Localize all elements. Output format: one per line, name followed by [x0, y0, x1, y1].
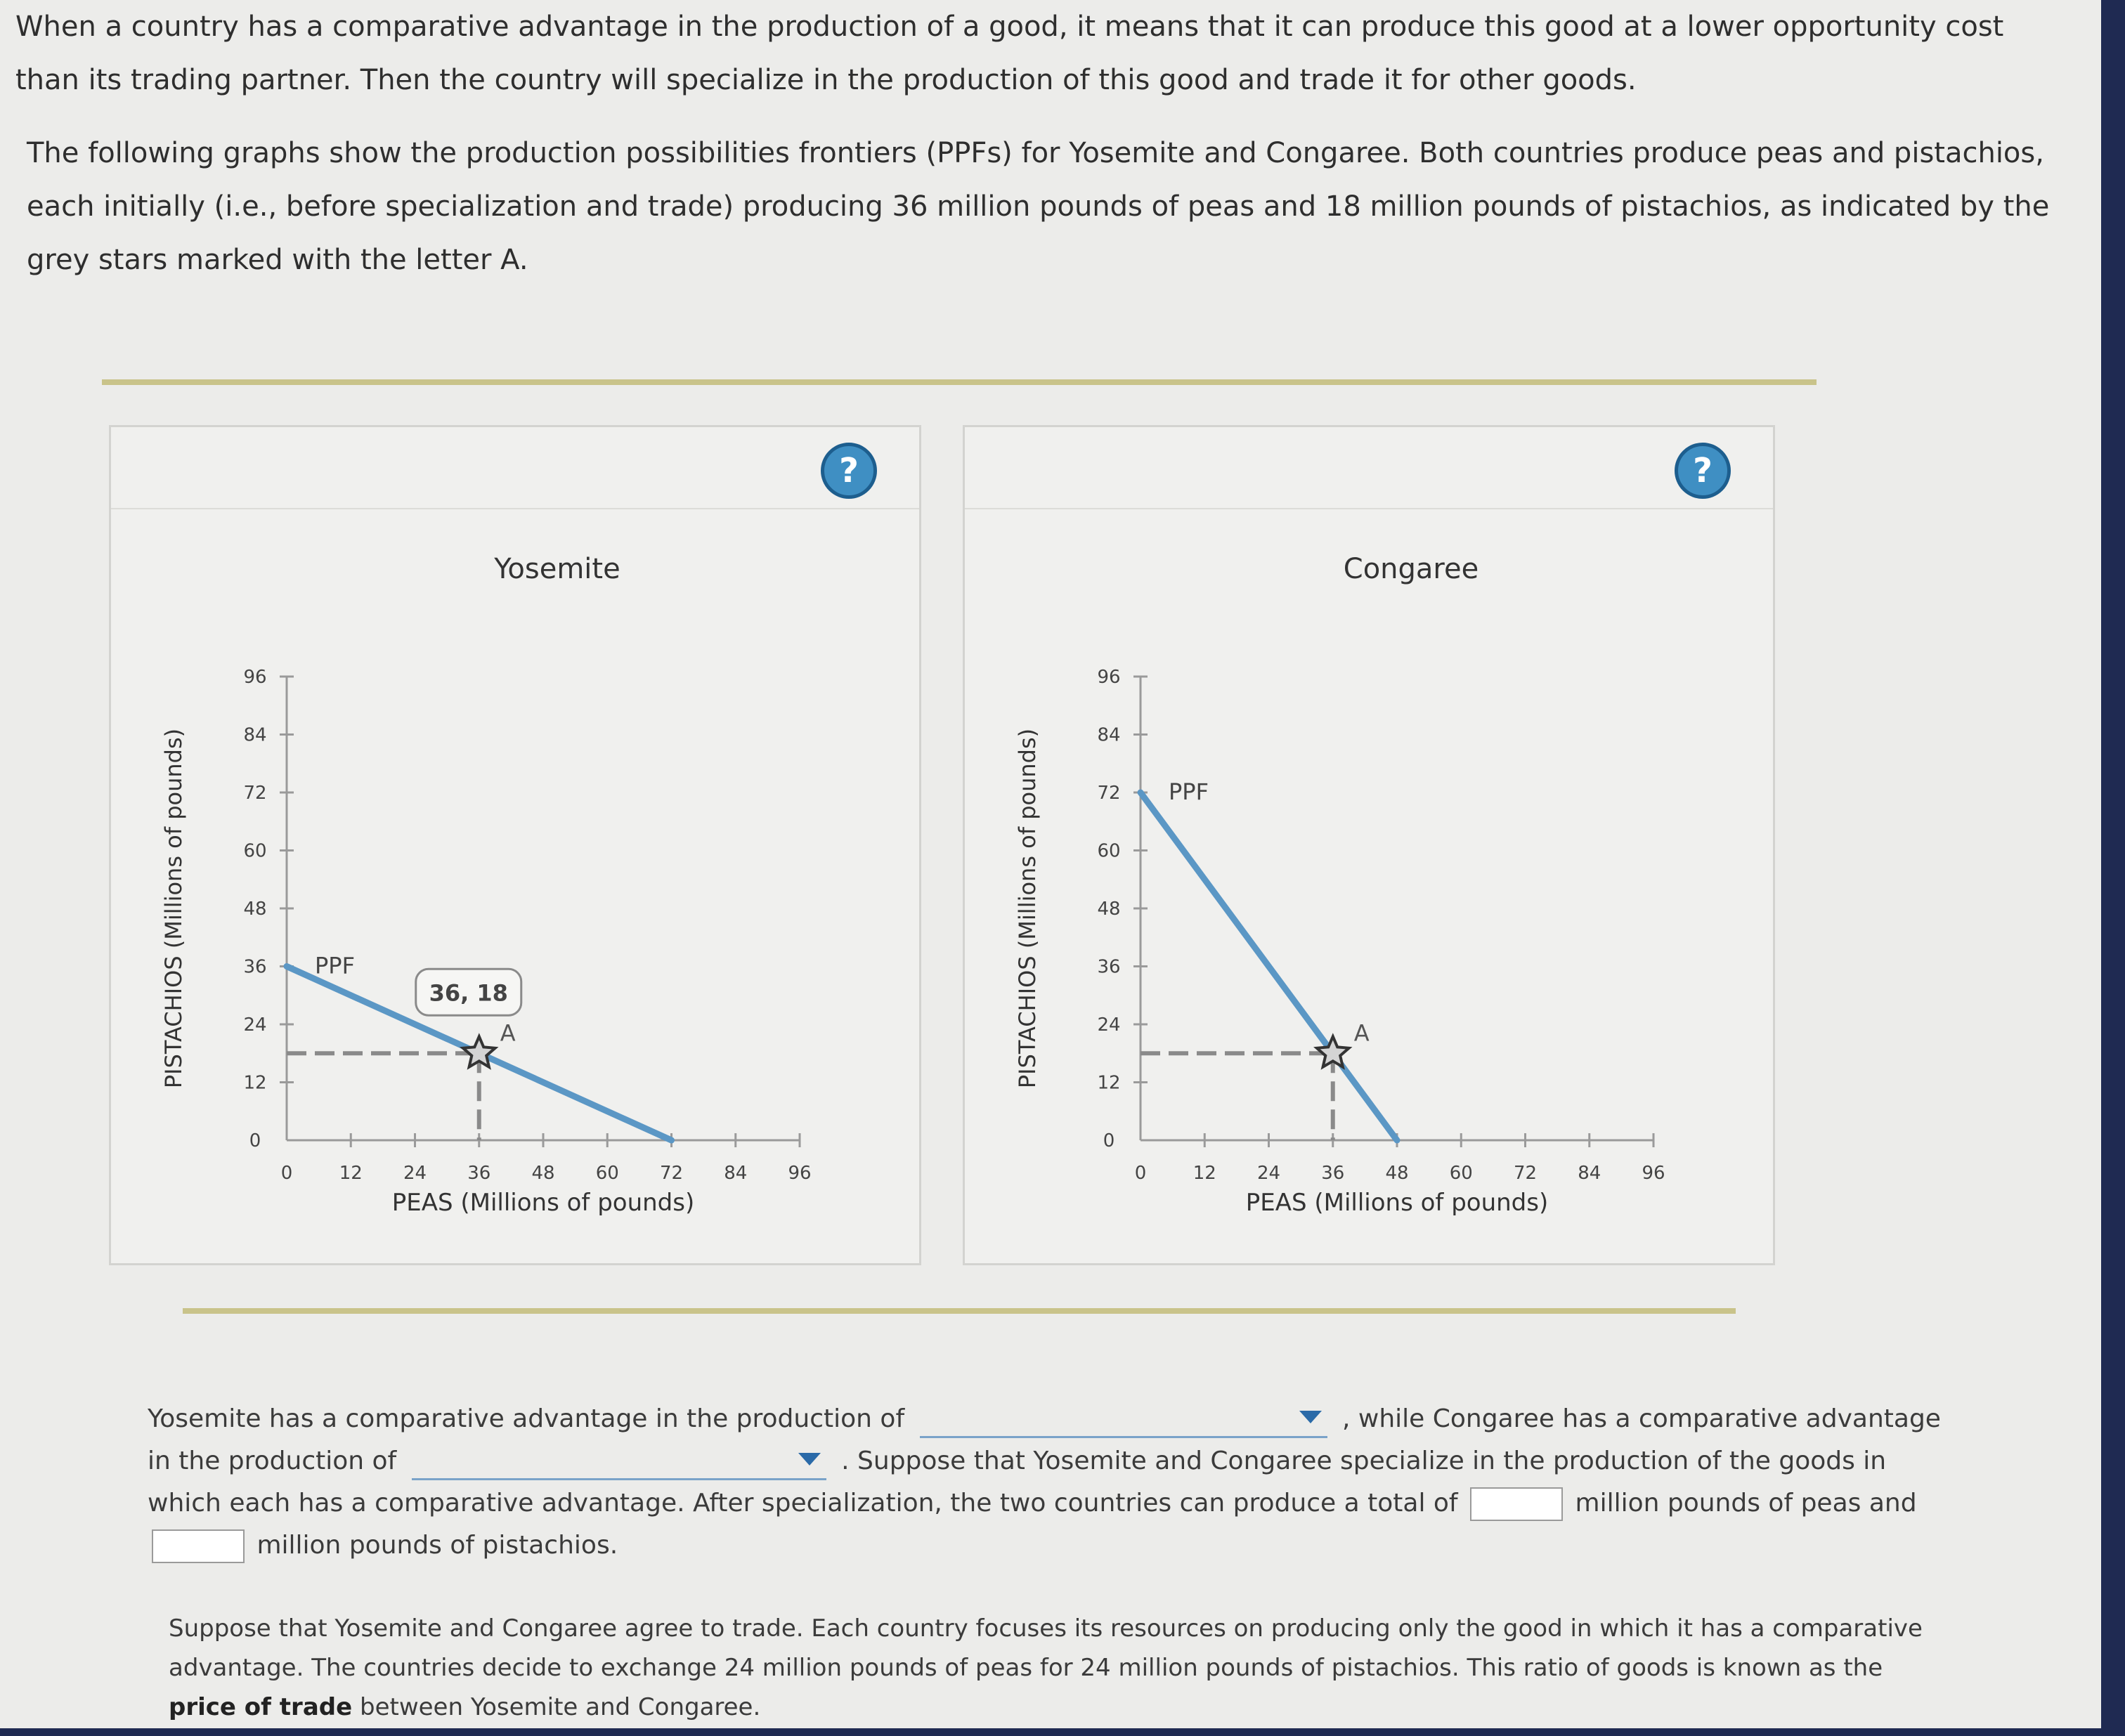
question-text-1: Yosemite has a comparative advantage in the production of	[148, 1404, 905, 1433]
y-tick-label: 48	[1097, 899, 1121, 920]
chart-title: Congaree	[1343, 553, 1479, 585]
chevron-down-icon	[798, 1453, 821, 1466]
trade-text-1: Suppose that Yosemite and Congaree agree to trade. Each country focuses its resources on producing only the good in which it has a comparative advantage. The countries decide to exchange 24 million pounds of peas for 24 million pounds of pistachios. This ratio of goods is known as the	[169, 1614, 1923, 1682]
point-a-label: A	[500, 1019, 516, 1047]
y-axis-title: PISTACHIOS (Millions of pounds)	[160, 728, 187, 1089]
y-tick-label: 0	[1103, 1130, 1115, 1151]
question-block	[148, 1398, 1947, 1567]
price-of-trade-term: price of trade	[169, 1693, 353, 1721]
y-tick-label: 36	[1097, 956, 1121, 978]
x-axis-title: PEAS (Millions of pounds)	[1245, 1189, 1549, 1217]
trade-paragraph	[169, 1609, 1925, 1727]
peas-total-input[interactable]	[1470, 1487, 1563, 1521]
divider-bottom	[183, 1308, 1736, 1314]
graph-panel-header	[965, 427, 1773, 509]
question-text-3: . Suppose that Yosemite and Congaree specialize in the production of the goods in which each has a comparative advantage. After specialization, the two countries can produce a total of	[148, 1447, 1887, 1518]
y-tick-label: 60	[1097, 840, 1121, 862]
yosemite-advantage-dropdown[interactable]	[920, 1402, 1327, 1438]
x-tick-label: 12	[1193, 1163, 1216, 1184]
graph-panel-congaree	[963, 425, 1775, 1265]
x-tick-label: 0	[280, 1163, 293, 1184]
y-tick-label: 84	[1097, 724, 1121, 746]
x-axis-title: PEAS (Millions of pounds)	[391, 1189, 695, 1217]
help-icon[interactable]: ?	[1675, 443, 1731, 499]
y-tick-label: 72	[243, 783, 267, 804]
x-tick-label: 36	[467, 1163, 491, 1184]
y-tick-label: 96	[243, 667, 267, 688]
congaree-ppf-graph[interactable]	[965, 508, 1773, 1260]
intro-paragraph-1: When a country has a comparative advantage in the production of a good, it means that it can produce this good at a lower opportunity cost than its trading partner. Then the country will specialize in the production of this good and trade it for other goods.	[15, 11, 2004, 96]
x-tick-label: 84	[1578, 1163, 1601, 1184]
y-tick-label: 48	[243, 899, 267, 920]
congaree-advantage-dropdown[interactable]	[412, 1444, 826, 1480]
question-text-5: million pounds of pistachios.	[256, 1531, 618, 1560]
divider-top	[102, 379, 1817, 385]
x-tick-label: 72	[659, 1163, 684, 1184]
y-tick-label: 12	[1097, 1072, 1121, 1094]
chevron-down-icon	[1299, 1411, 1322, 1423]
x-tick-label: 72	[1513, 1163, 1538, 1184]
question-text-2: , while Congaree has a comparative advantage in the production of	[148, 1404, 1941, 1475]
x-tick-label: 48	[1385, 1163, 1409, 1184]
y-axis-title: PISTACHIOS (Millions of pounds)	[1014, 728, 1041, 1089]
x-tick-label: 36	[1321, 1163, 1345, 1184]
x-tick-label: 24	[1256, 1163, 1281, 1184]
x-tick-label: 48	[531, 1163, 555, 1184]
question-text-4: million pounds of peas and	[1575, 1489, 1917, 1518]
chart-title: Yosemite	[494, 553, 620, 585]
y-tick-label: 0	[249, 1130, 261, 1151]
x-tick-label: 12	[339, 1163, 363, 1184]
y-tick-label: 60	[243, 840, 267, 862]
intro-paragraph-2: The following graphs show the production possibilities frontiers (PPFs) for Yosemite and Congaree. Both countries produce peas and pistachios, each initially (i.e., before specialization and trade) producing 36 million pounds of peas and 18 million pounds of pistachios, as indicated by the grey stars marked with the letter A.	[27, 137, 2050, 276]
x-tick-label: 84	[724, 1163, 748, 1184]
x-tick-label: 96	[1642, 1163, 1665, 1184]
ppf-label: PPF	[1169, 778, 1209, 805]
y-tick-label: 24	[1097, 1014, 1121, 1036]
graph-panel-yosemite	[109, 425, 921, 1265]
y-tick-label: 12	[243, 1072, 267, 1094]
point-tooltip-text: 36, 18	[429, 979, 508, 1007]
x-tick-label: 24	[403, 1163, 427, 1184]
graph-panel-header	[111, 427, 919, 509]
ppf-line	[1141, 792, 1397, 1140]
x-tick-label: 60	[595, 1163, 619, 1184]
point-a-star	[463, 1036, 495, 1066]
y-tick-label: 96	[1097, 667, 1121, 688]
x-tick-label: 60	[1449, 1163, 1473, 1184]
ppf-label: PPF	[315, 952, 355, 979]
x-tick-label: 0	[1134, 1163, 1147, 1184]
yosemite-ppf-graph[interactable]	[111, 508, 919, 1260]
y-tick-label: 24	[243, 1014, 267, 1036]
help-icon[interactable]: ?	[821, 443, 877, 499]
x-tick-label: 96	[788, 1163, 812, 1184]
y-tick-label: 36	[243, 956, 267, 978]
y-tick-label: 72	[1097, 783, 1121, 804]
trade-text-2: between Yosemite and Congaree.	[359, 1693, 761, 1721]
y-tick-label: 84	[243, 724, 267, 746]
pistachios-total-input[interactable]	[152, 1529, 245, 1563]
point-a-label: A	[1353, 1019, 1370, 1047]
